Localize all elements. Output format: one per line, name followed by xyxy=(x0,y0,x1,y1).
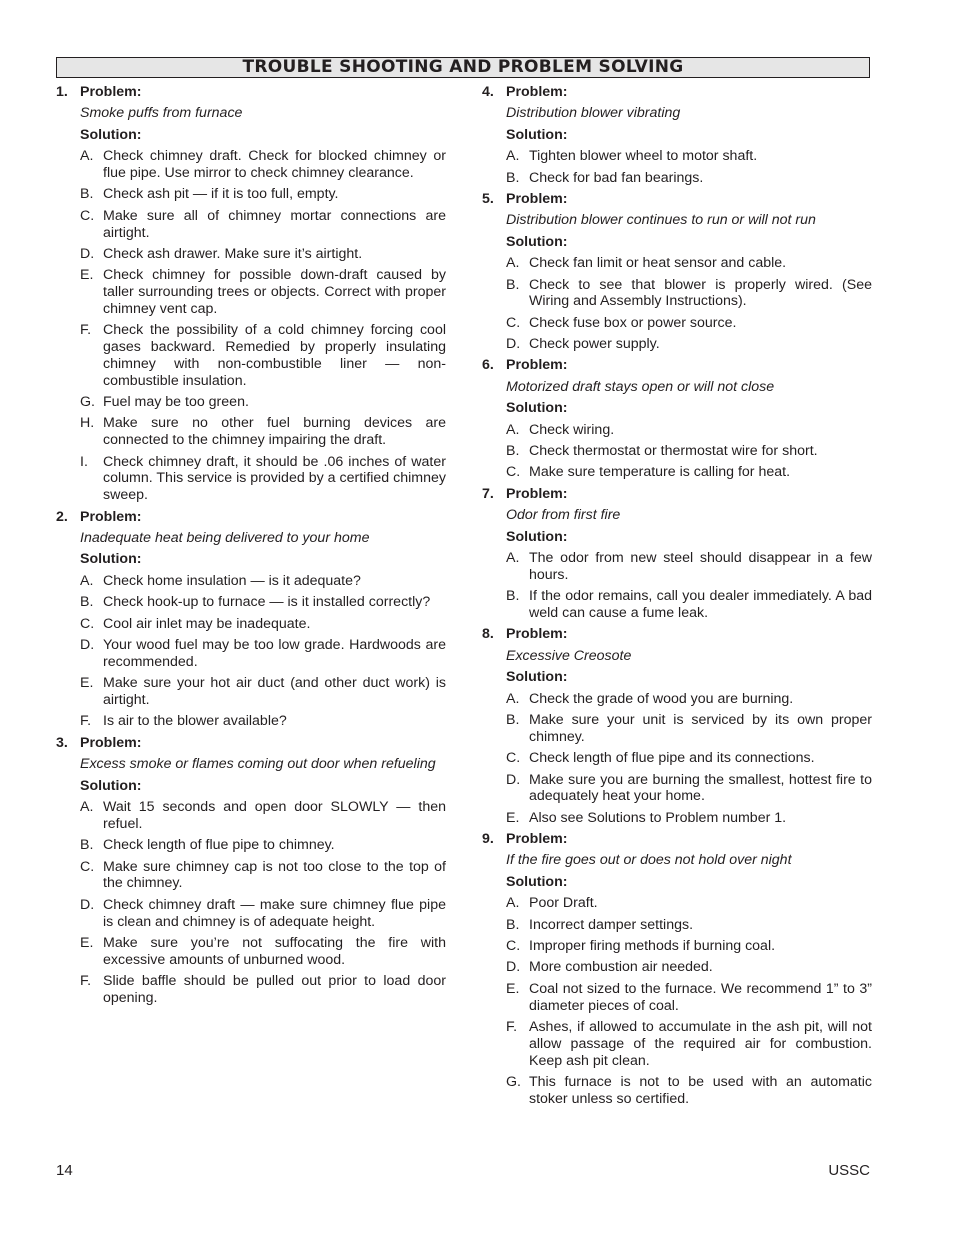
solution-item-text: Check the possibility of a cold chimney forcing cool gases backward. Remedied by properly insulating chimney with non-combustible liner — non-combustible insulation. xyxy=(103,322,446,389)
solution-item-letter: I. xyxy=(80,453,88,470)
solution-item-letter: A. xyxy=(506,255,520,272)
solution-item-text: Check power supply. xyxy=(529,336,660,353)
solution-item-text: Fuel may be too green. xyxy=(103,394,249,411)
solution-item-letter: F. xyxy=(80,713,92,730)
solution-item xyxy=(506,315,872,332)
solution-item-letter: F. xyxy=(80,322,92,339)
solution-item-letter: F. xyxy=(80,973,92,990)
solution-item-text: Coal not sized to the furnace. We recommend 1” to 3” diameter pieces of coal. xyxy=(529,980,872,1014)
solution-item-letter: C. xyxy=(506,464,521,481)
solution-item-text: The odor from new steel should disappear in a few hours. xyxy=(529,550,872,583)
solution-item-text: Your wood fuel may be too low grade. Hardwoods are recommended. xyxy=(103,637,446,670)
solution-item xyxy=(80,675,446,709)
solution-item xyxy=(506,959,872,976)
solution-item-letter: G. xyxy=(506,1074,521,1090)
solution-item xyxy=(80,454,446,504)
problem-block xyxy=(482,626,872,826)
solution-item-text: Tighten blower wheel to motor shaft. xyxy=(529,148,758,165)
solution-item xyxy=(506,170,872,187)
solution-item xyxy=(80,573,446,590)
solution-item-letter: B. xyxy=(506,711,520,728)
solution-label: Solution: xyxy=(80,777,142,794)
solution-item-text: This furnace is not to be used with an automatic stoker unless so certified. xyxy=(529,1074,872,1107)
problem-heading xyxy=(482,191,872,208)
solution-item-text: Check ash drawer. Make sure it’s airtight. xyxy=(103,245,363,262)
problem-block xyxy=(56,509,446,731)
solution-item-text: Check the grade of wood you are burning. xyxy=(529,690,794,707)
problem-description: Distribution blower vibrating xyxy=(506,105,681,122)
solution-item-text: Check for bad fan bearings. xyxy=(529,169,704,186)
solution-item-letter: D. xyxy=(506,771,521,788)
solution-item-letter: E. xyxy=(506,809,520,826)
solution-item xyxy=(80,394,446,411)
solution-item-letter: G. xyxy=(80,394,95,411)
right-column xyxy=(482,84,872,1112)
solution-item-letter: D. xyxy=(80,896,95,913)
solution-label: Solution: xyxy=(80,126,142,143)
solution-item xyxy=(506,422,872,439)
solution-item-letter: E. xyxy=(80,675,94,692)
solution-item xyxy=(80,973,446,1007)
solution-item-letter: B. xyxy=(506,916,520,933)
solution-item xyxy=(506,336,872,353)
solution-item xyxy=(80,148,446,182)
solution-item xyxy=(506,981,872,1015)
problem-block xyxy=(482,357,872,481)
problem-number: 2. xyxy=(56,508,68,525)
solution-item-text: Check chimney draft — make sure chimney flue pipe is clean and chimney is of adequate height. xyxy=(103,896,446,930)
solution-item xyxy=(506,588,872,622)
solution-item xyxy=(80,186,446,203)
problem-block xyxy=(482,486,872,622)
problem-heading xyxy=(482,626,872,643)
solution-item-text: Check length of flue pipe and its connections. xyxy=(529,750,815,767)
solution-item xyxy=(506,917,872,934)
solution-item-text: Check fan limit or heat sensor and cable. xyxy=(529,255,787,272)
problem-label: Problem: xyxy=(506,831,568,848)
solution-item-letter: C. xyxy=(80,858,95,875)
solution-item xyxy=(506,550,872,584)
solution-item-text: Check ash pit — if it is too full, empty. xyxy=(103,186,339,203)
solution-label: Solution: xyxy=(506,873,568,890)
solution-item-text: If the odor remains, call you dealer immediately. A bad weld can cause a fume leak. xyxy=(529,588,872,621)
solution-item xyxy=(506,938,872,955)
solution-item-letter: B. xyxy=(80,837,94,854)
problem-label: Problem: xyxy=(80,734,142,751)
solution-label: Solution: xyxy=(506,400,568,417)
page-title: TROUBLE SHOOTING AND PROBLEM SOLVING xyxy=(242,57,684,77)
solution-item xyxy=(506,277,872,311)
problem-label: Problem: xyxy=(506,84,568,100)
solution-item-text: Make sure all of chimney mortar connections are airtight. xyxy=(103,207,446,241)
solution-item-letter: A. xyxy=(80,148,94,165)
solution-item-text: Make sure you’re not suffocating the fire with excessive amounts of unburned wood. xyxy=(103,934,446,968)
solution-item xyxy=(506,443,872,460)
solution-item-text: Check fuse box or power source. xyxy=(529,314,737,331)
solution-item-letter: C. xyxy=(506,750,521,767)
solution-item xyxy=(506,1074,872,1108)
solution-item-text: Make sure your hot air duct (and other duct work) is airtight. xyxy=(103,675,446,708)
solution-item-text: Slide baffle should be pulled out prior to load door opening. xyxy=(103,973,446,1006)
solution-item xyxy=(80,415,446,449)
solution-item-text: Check chimney for possible down-draft caused by taller surrounding trees or objects. Correct with proper chimney vent cap. xyxy=(103,267,446,317)
solution-item-letter: A. xyxy=(506,148,520,165)
problem-label: Problem: xyxy=(506,190,568,207)
solution-item xyxy=(506,1019,872,1069)
problem-heading xyxy=(482,357,872,374)
solution-label: Solution: xyxy=(506,669,568,686)
solution-item-text: Check chimney draft, it should be .06 inches of water column. This service is provided by a certified chimney sweep. xyxy=(103,453,446,504)
solution-item xyxy=(506,255,872,272)
solution-item xyxy=(506,772,872,806)
page-title-bar xyxy=(56,57,870,78)
problem-description: Odor from first fire xyxy=(506,507,621,524)
problem-heading xyxy=(56,509,446,526)
solution-item-letter: C. xyxy=(506,938,521,955)
solution-item-text: Make sure your unit is serviced by its own proper chimney. xyxy=(529,711,872,745)
solution-item-text: Make sure no other fuel burning devices are connected to the chimney impairing the draft. xyxy=(103,415,446,449)
problem-heading xyxy=(56,84,446,101)
solution-item-letter: F. xyxy=(506,1019,518,1036)
solution-item-letter: E. xyxy=(506,980,520,997)
solution-item-letter: B. xyxy=(80,186,94,203)
footer-brand: USSC xyxy=(828,1162,870,1179)
solution-item-text: Poor Draft. xyxy=(529,895,598,912)
solution-item xyxy=(80,267,446,317)
solution-item-text: Incorrect damper settings. xyxy=(529,916,694,933)
solution-item-text: Check hook-up to furnace — is it installed correctly? xyxy=(103,594,431,611)
solution-item xyxy=(80,859,446,893)
problem-number: 1. xyxy=(56,84,68,100)
solution-item-text: Is air to the blower available? xyxy=(103,713,287,730)
solution-item-letter: E. xyxy=(80,934,94,951)
solution-item-letter: B. xyxy=(80,594,94,611)
problem-number: 8. xyxy=(482,626,494,643)
problem-number: 3. xyxy=(56,734,68,751)
solution-item-text: Check length of flue pipe to chimney. xyxy=(103,837,335,854)
solution-label: Solution: xyxy=(506,528,568,545)
solution-item xyxy=(80,616,446,633)
solution-item-letter: A. xyxy=(506,550,520,566)
solution-item xyxy=(80,322,446,389)
problem-description: Excess smoke or flames coming out door when refueling xyxy=(80,756,436,773)
problem-number: 9. xyxy=(482,831,494,848)
solution-item-text: Check home insulation — is it adequate? xyxy=(103,572,361,589)
solution-item-letter: D. xyxy=(80,637,95,653)
problem-description: Motorized draft stays open or will not close xyxy=(506,378,775,395)
problem-label: Problem: xyxy=(506,357,568,374)
solution-item xyxy=(80,935,446,969)
problem-number: 4. xyxy=(482,84,494,100)
solution-item-letter: C. xyxy=(506,314,521,331)
solution-item-text: More combustion air needed. xyxy=(529,959,713,976)
problem-label: Problem: xyxy=(80,508,142,525)
solution-label: Solution: xyxy=(506,126,568,143)
solution-item xyxy=(506,148,872,165)
solution-label: Solution: xyxy=(506,233,568,250)
problem-description: Inadequate heat being delivered to your home xyxy=(80,530,370,547)
solution-item-text: Also see Solutions to Problem number 1. xyxy=(529,809,787,826)
problem-label: Problem: xyxy=(506,626,568,643)
solution-item-letter: A. xyxy=(506,895,520,912)
solution-item-letter: A. xyxy=(506,690,520,707)
problem-description: Excessive Creosote xyxy=(506,647,632,664)
problem-heading xyxy=(56,735,446,752)
solution-item xyxy=(80,799,446,833)
solution-item xyxy=(80,594,446,611)
problem-heading xyxy=(482,831,872,848)
problem-label: Problem: xyxy=(506,485,568,502)
solution-label: Solution: xyxy=(80,551,142,568)
solution-item-letter: C. xyxy=(80,615,95,632)
solution-item-text: Check thermostat or thermostat wire for short. xyxy=(529,443,818,460)
left-column xyxy=(56,84,446,1011)
solution-item-text: Make sure temperature is calling for heat. xyxy=(529,464,791,481)
problem-block xyxy=(56,84,446,504)
solution-item-letter: H. xyxy=(80,415,95,432)
solution-item-letter: A. xyxy=(80,572,94,589)
solution-item xyxy=(506,810,872,827)
problem-number: 7. xyxy=(482,485,494,502)
solution-item xyxy=(80,637,446,671)
solution-item-text: Ashes, if allowed to accumulate in the ash pit, will not allow passage of the required air for combustion. Keep ash pit clean. xyxy=(529,1019,872,1069)
solution-item-letter: D. xyxy=(80,245,95,262)
solution-item-letter: D. xyxy=(506,959,521,976)
problem-description: Distribution blower continues to run or will not run xyxy=(506,212,816,229)
solution-item xyxy=(80,208,446,242)
solution-item-letter: D. xyxy=(506,336,521,353)
solution-item xyxy=(80,246,446,263)
solution-item xyxy=(506,691,872,708)
problem-block xyxy=(482,191,872,353)
page-number: 14 xyxy=(56,1162,73,1179)
solution-item xyxy=(80,837,446,854)
solution-item-letter: B. xyxy=(506,443,520,460)
problem-block xyxy=(56,735,446,1007)
solution-item xyxy=(80,897,446,931)
solution-item xyxy=(506,750,872,767)
problem-heading xyxy=(482,486,872,503)
solution-item-text: Check chimney draft. Check for blocked chimney or flue pipe. Use mirror to check chimney clearance. xyxy=(103,148,446,181)
solution-item-letter: B. xyxy=(506,276,520,293)
solution-item-letter: E. xyxy=(80,267,94,284)
solution-item-text: Improper firing methods if burning coal. xyxy=(529,938,776,955)
solution-item-text: Check wiring. xyxy=(529,421,615,438)
problem-block xyxy=(482,831,872,1108)
problem-block xyxy=(482,84,872,186)
solution-item xyxy=(506,712,872,746)
solution-item-text: Make sure you are burning the smallest, hottest fire to adequately heat your home. xyxy=(529,771,872,805)
solution-item xyxy=(80,713,446,730)
solution-item-text: Cool air inlet may be inadequate. xyxy=(103,615,311,632)
solution-item-letter: B. xyxy=(506,588,520,605)
problem-description: Smoke puffs from furnace xyxy=(80,105,243,122)
solution-item-text: Check to see that blower is properly wired. (See Wiring and Assembly Instructions). xyxy=(529,276,872,310)
solution-item-letter: A. xyxy=(80,798,94,815)
problem-number: 5. xyxy=(482,190,494,207)
solution-item-letter: B. xyxy=(506,169,520,186)
problem-heading xyxy=(482,84,872,101)
problem-label: Problem: xyxy=(80,84,142,100)
solution-item xyxy=(506,895,872,912)
solution-item-text: Make sure chimney cap is not too close to the top of the chimney. xyxy=(103,858,446,892)
solution-item-letter: C. xyxy=(80,207,95,224)
solution-item xyxy=(506,464,872,481)
problem-number: 6. xyxy=(482,357,494,374)
solution-item-letter: A. xyxy=(506,421,520,438)
problem-description: If the fire goes out or does not hold over night xyxy=(506,852,792,869)
solution-item-text: Wait 15 seconds and open door SLOWLY — then refuel. xyxy=(103,798,446,832)
